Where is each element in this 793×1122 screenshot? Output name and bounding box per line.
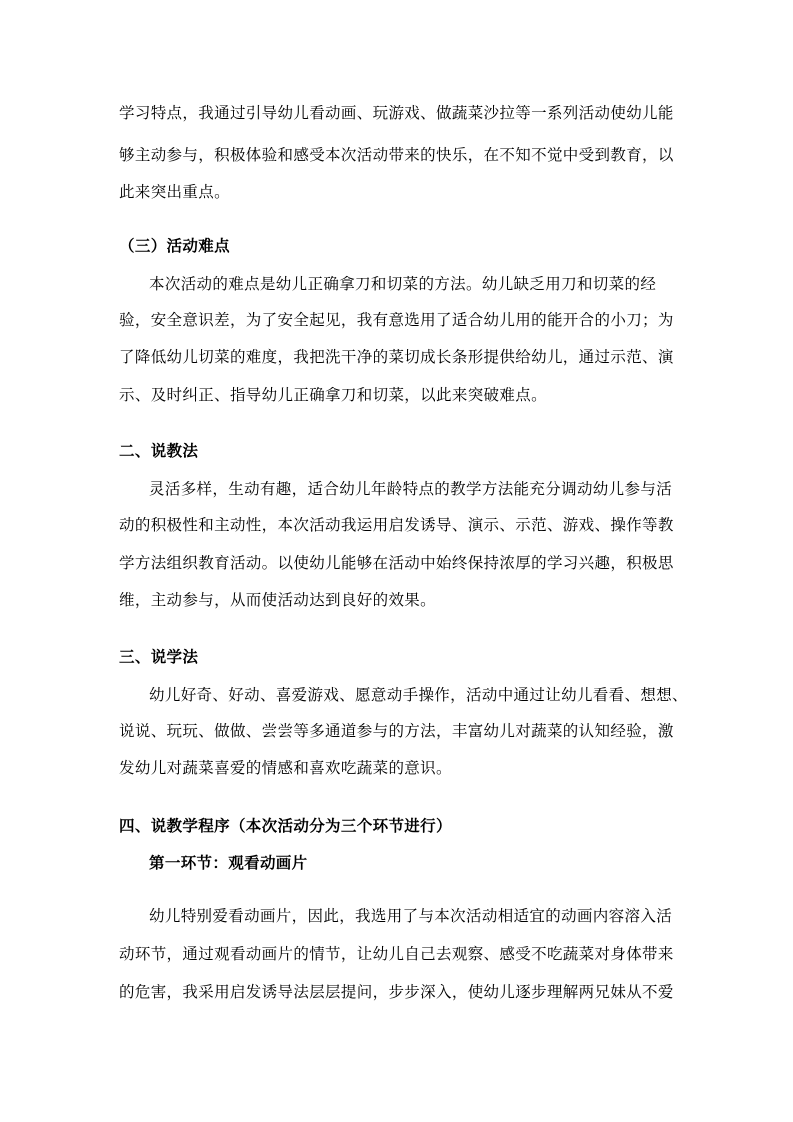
paragraph-line: 学习特点，我通过引导幼儿看动画、玩游戏、做蔬菜沙拉等一系列活动使幼儿能 [119,104,674,122]
section-heading-teaching-method: 二、说教法 [119,441,199,460]
paragraph-line: 了降低幼儿切菜的难度，我把洗干净的菜切成长条形提供给幼儿，通过示范、演 [119,348,674,366]
paragraph-line: 验，安全意识差，为了安全起见，我有意选用了适合幼儿用的能开合的小刀；为 [119,311,674,329]
paragraph-line: 说说、玩玩、做做、尝尝等多通道参与的方法，丰富幼儿对蔬菜的认知经验，激 [119,722,674,740]
paragraph-line: 幼儿特别爱看动画片，因此，我选用了与本次活动相适宜的动画内容溶入活 [149,907,673,925]
section-heading-learning-method: 三、说学法 [119,647,199,666]
paragraph-line: 够主动参与，积极体验和感受本次活动带来的快乐，在不知不觉中受到教育，以 [119,146,674,164]
paragraph-line: 发幼儿对蔬菜喜爱的情感和喜欢吃蔬菜的意识。 [119,759,452,777]
paragraph-line: 此来突出重点。 [119,183,230,201]
paragraph-line: 灵活多样，生动有趣，适合幼儿年龄特点的教学方法能充分调动幼儿参与活 [149,480,673,498]
paragraph-line: 维，主动参与，从而使活动达到良好的效果。 [119,591,437,609]
paragraph-line: 幼儿好奇、好动、喜爱游戏、愿意动手操作，活动中通过让幼儿看看、想想、 [149,686,688,704]
paragraph-line: 本次活动的难点是幼儿正确拿刀和切菜的方法。幼儿缺乏用刀和切菜的经 [149,275,657,293]
section-heading-difficulty: （三）活动难点 [119,236,230,255]
paragraph-line: 学方法组织教育活动。以使幼儿能够在活动中始终保持浓厚的学习兴趣，积极思 [119,554,674,572]
subsection-heading-step-one: 第一环节：观看动画片 [149,853,308,872]
paragraph-line: 动的积极性和主动性，本次活动我运用启发诱导、演示、示范、游戏、操作等教 [119,516,674,534]
paragraph-line: 示、及时纠正、指导幼儿正确拿刀和切菜，以此来突破难点。 [119,386,547,404]
paragraph-line: 动环节，通过观看动画片的情节，让幼儿自己去观察、感受不吃蔬菜对身体带来 [119,945,674,963]
paragraph-line: 的危害，我采用启发诱导法层层提问，步步深入，使幼儿逐步理解两兄妹从不爱 [119,983,674,1001]
section-heading-procedure: 四、说教学程序（本次活动分为三个环节进行） [119,816,452,835]
